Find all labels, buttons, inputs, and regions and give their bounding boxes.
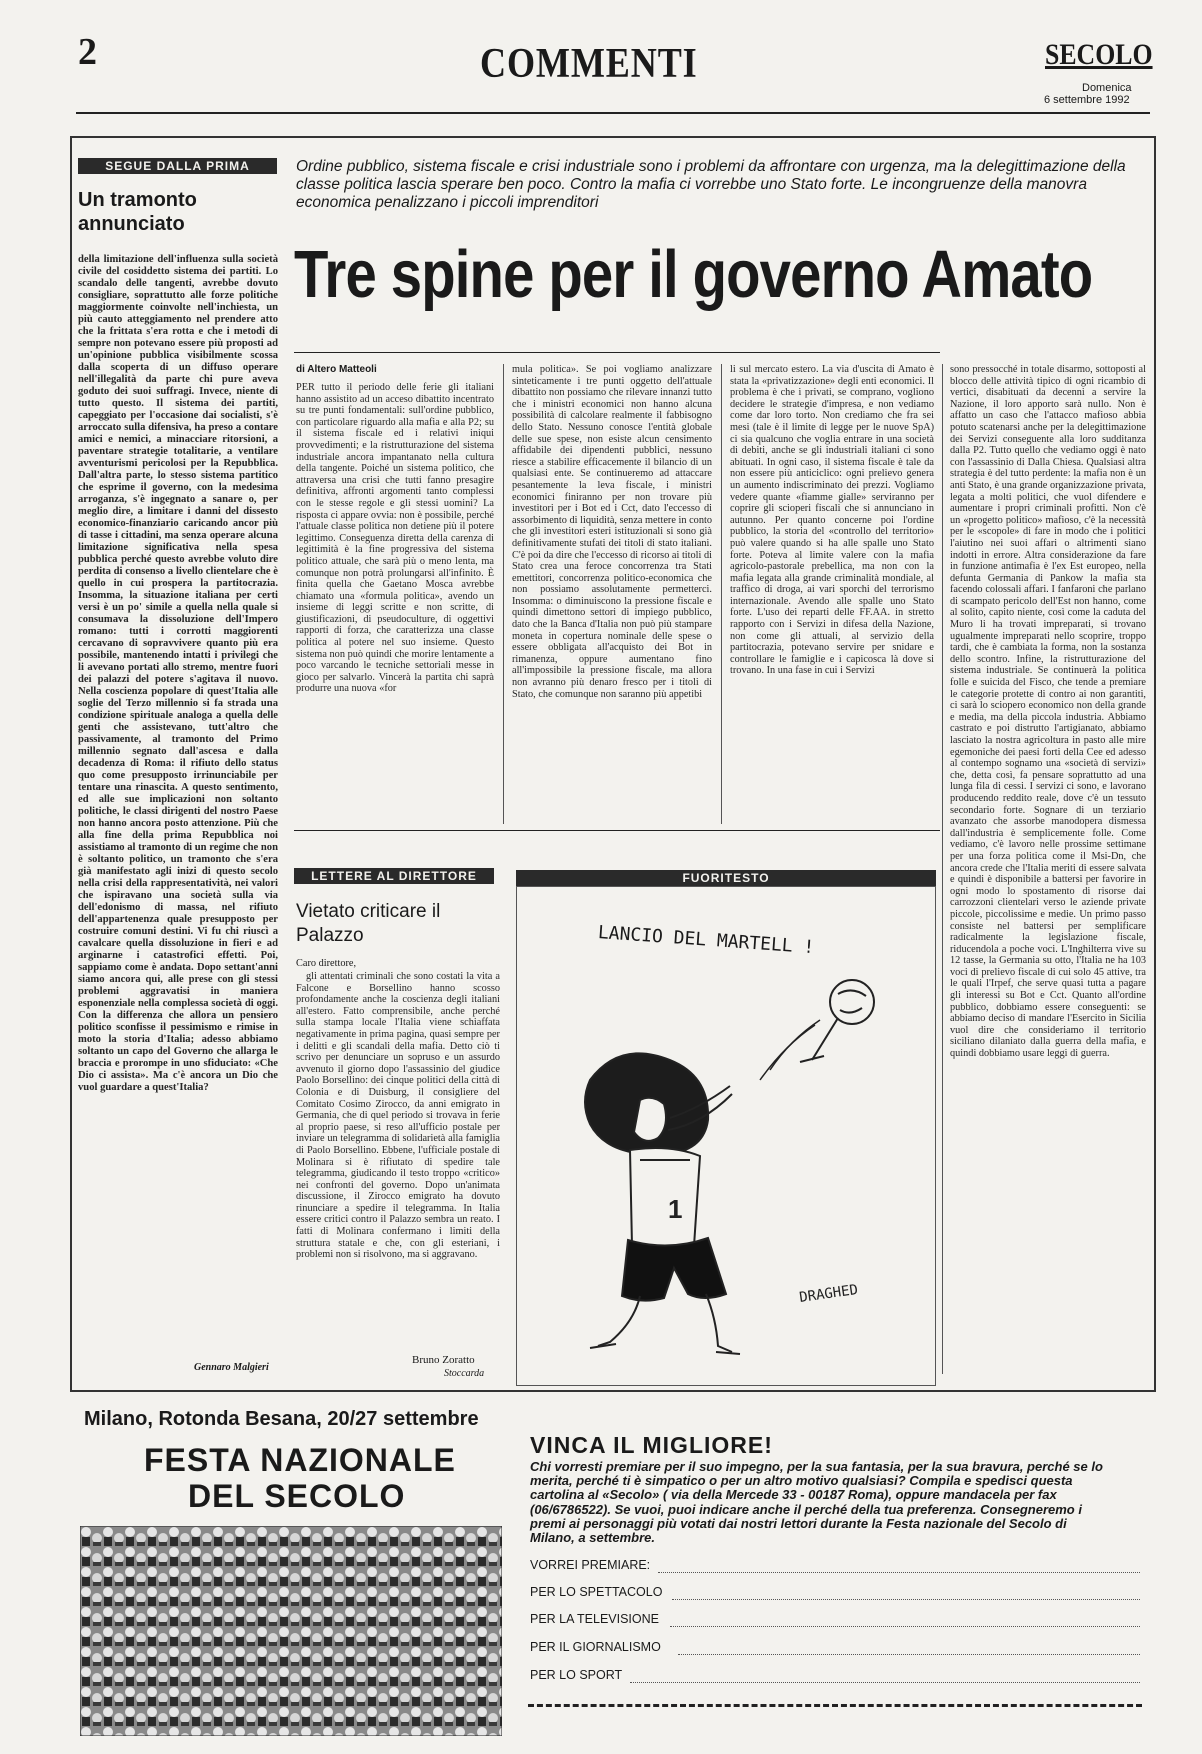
letters-label: LETTERE AL DIRETTORE [294, 868, 494, 884]
svg-text:1: 1 [668, 1194, 683, 1224]
article-subtitle: Ordine pubblico, sistema fiscale e crisi industriale sono i problemi da affrontare con urgenza, ma la delegittimazione della classe politica lascia sperare ben poco. Contro la mafia ci vorrebbe uno Stato forte. Le incongruenze della manovra economica penalizzano i piccoli imprenditori [296, 158, 1126, 211]
article-column-2: mula politica». Se poi vogliamo analizzare sinteticamente i tre punti oggetto dell'attuale dibattito non possiamo che rilevare innanzi tutto che i ministri economici non hanno alcuna possibilità di calcolare realmente il fabbisogno dello Stato. Nessuno conosce l'entità globale delle sue spese, non esiste alcun censimento affidabile dei dipendenti pubblici, nessuno riesce a stabilire efficacemente il bilancio di un qualsiasi ente. Se continueremo ad attaccare pesantemente la leva fiscale, i ministri economici finiranno per non trovare più investitori per i Bot ed i Cct, dato l'eccesso di assorbimento di liquidità, senza mettere in conto che gli investitori esteri istituzionali si sono già definitivamente stufati dei titoli di stato italiani. C'è poi da dire che l'eccesso di ricorso ai titoli di Stato crea una feroce concorrenza tra Stati emettitori, concorrenza politico-economica che non possiamo assolutamente permetterci. Insomma: o diminuiscono la pressione fiscale e quindi dimettono settori di impiego pubblico, dato che la Banca d'Italia non può più stampare moneta in copertura nominale delle spese o essere obbligata all'acquisto dei Bot in rimanenza, oppure aumentano fino all'impossibile la pressione fiscale, ma allora non avranno più denaro fresco per i titoli di Stato, che comunque non saranno più appetibi [512, 364, 712, 700]
left-column-label: SEGUE DALLA PRIMA [78, 158, 277, 174]
festa-title-line1: FESTA NAZIONALE [144, 1442, 456, 1478]
article-headline-rule [294, 352, 940, 353]
vinca-cut-line [528, 1704, 1142, 1707]
letters-headline: Vietato criticare il Palazzo [296, 901, 441, 946]
vinca-line-giornalismo[interactable] [678, 1654, 1140, 1655]
vinca-text: Chi vorresti premiare per il suo impegno, per la sua fantasia, per la sua bravura, perché se lo merita, perché ti è simpatico o per un altro motivo qualsiasi? Compila e spedisci questa cartolina al «Secolo» ( via della Mercede 33 - 00187 Roma), oppure mandacela per fax (06/6786522). Se vuoi, puoi indicare anche il perché della tua preferenza. Consegneremo i premi ai personaggi più votati dai nostri lettori durante la Festa nazionale del Secolo di Milano, a settembre. [530, 1459, 1103, 1546]
vinca-title: VINCA IL MIGLIORE! [530, 1432, 773, 1458]
paper-day: Domenica [1082, 82, 1132, 94]
vinca-field-giornalismo: PER IL GIORNALISMO [530, 1640, 661, 1654]
flying-hammer-icon [800, 980, 874, 1062]
column-rule-1 [503, 364, 504, 824]
article-column-4: sono pressocché in totale disarmo, sottoposti al blocco delle attività tipico di ogni ricambio di vertici, disabituati da decenni a servire la Nazione, il loro apporto sarà nullo. Non è affatto un caso che l'attacco mafioso abbia potuto scatenarsi anche per la delegittimazione dei Servizi conseguente alla loro sudditanza dalla P2. Tutto quello che vediamo oggi è nato con l'assassinio di Dalla Chiesa. Qualsiasi altra strategia è del tutto perdente: la mafia non è un anti Stato, è una grande organizzazione privata, legata a molti politici, che vuol difendere e aumentare i propri criminali profitti. Non c'è un «progetto politico» mafioso, c'è la necessità per le «scopole» di fare in modo che i politici l'aiutino nei suoi affari o altrimenti siano indotti in errore. Altra considerazione da fare in funzione antimafia è l'ex Est europeo, nella defunta Germania di Pankow la mafia sta facendo colossali affari. I fanfaroni che parlano di scampato pericolo dell'Est non hanno, come al solito, capito niente, così come la caduta del Muro li ha trovati impreparati, si trovano ugualmente impreparati nello scoprire, troppo tardi, che è cambiata la forma, non la sostanza dello scontro. Infine, la ristrutturazione del sistema industriale. Se continuerà la politica folle e suicida del Fisco, che tende a premiare le categorie protette di contro ai non garantiti, ci sarà lo sciopero economico non della grande e media, ma della piccola industria. Abbiamo castrato e poi distrutto l'artigianato, abbiamo lasciato la nostra agricoltura in pasto alle mire egemoniche dei paesi forti della Cee ed adesso al contempo sognamo una «società di servizi» che, detta così, fa pensare soprattutto ad una lunga fila di cessi. I servizi ci sono, e lavorano producendo reddito reale, dove c'è un tessuto secondario forte. Sognare di un terziario avanzato che assorbe manodopera dismessa dall'industria è semplicemente folle. Come vediamo, c'è lavoro nelle prossime settimane per una forza politica come il Msi-Dn, che ancora crede che l'Italia meriti di essere salvata e quindi è disponibile a battersi per favorire in ogni modo lo spostamento di risorse dai carrozzoni clientelari verso le aziende private piccole, piccolissime e medie. Un primo passo consiste nel battersi per semplificare radicalmente la legislazione fiscale, riducendola a poche voci. L'Inghilterra vive su 12 tasse, la Germania su otto, l'Italia ne ha 103 voci di prelievo fiscale di cui solo 45 attive, tra le quali l'Irpef, che serve quasi tutta a pagare gli interessi su Bot e Cct. Quanto all'ordine pubblico, dobbiamo essere conseguenti: se abbiamo deciso di mandare l'Esercito in Sicilia vuol dire che consideriamo il territorio siciliano dilaniato dalla guerra della mafia, e quindi dobbiamo usare leggi di guerra. [950, 364, 1146, 1060]
festa-title-line2: DEL SECOLO [188, 1478, 406, 1514]
cartoon-signature: DRAGHED [798, 1281, 859, 1306]
column-rule-3 [942, 364, 943, 1374]
paper-name: SECOLO [1045, 38, 1153, 71]
left-column-body: della limitazione dell'influenza sulla società civile del cosiddetto sistema dei partiti. Lo scandalo delle tangenti, avrebbe dovuto consigliare, soprattutto alle forze politiche maggiormente coinvolte nell'inchiesta, un più cauto atteggiamento nel prendere atto che la frittata s'era rotta e che i metodi di sempre non potevano essere più proposti ad un'opinione pubblica visibilmente scossa dalla scoperta di un diffuso operare nell'illegalità da parte chi pure aveva goduto dei suoi suffragi. Invece, niente di tutto questo. Il sistema dei partiti, capeggiato per l'occasione dai socialisti, s'è arroccato sulla difensiva, ha preso a contare amici e nemici, a minacciare ritorsioni, a paventare strategie totalitarie, a ventilare avventurismi pericolosi per la Repubblica. Dall'altra parte, lo stesso sistema partitico che esprime il governo, con la medesima arroganza, s'è ingegnato a sanare o, per meglio dire, a limitare i danni del dissesto economico-finanziario caricando ancor più di tasse i cittadini, ma senza operare alcuna limitazione significativa nella spesa pubblica perché questo avrebbe voluto dire perdita di consenso a livello clientelare che è quello in cui prospera la partitocrazia. Insomma, la situazione italiana per certi versi è un po' simile a quella nella quale si consumava la dissoluzione dell'Impero romano: tutti i corrotti maggiorenti cercavano di sopravvivere quanto più era possibile, mantenendo intatti i privilegi che li avevano portati allo stremo, mentre fuori dei palazzi del potere s'agitava il nuovo. Nella coscienza popolare di quest'Italia alle soglie del Terzo millennio si fa strada una condizione spirituale analoga a quella delle genti che assistevano, tutt'altro che passivamente, al tramonto del Primo millennio segnato dall'ascesa e dalla decadenza di Roma: il rifiuto dello status quo come presupposto irrinunciabile per tentare una rinascita. A questo sentimento, ed alle sue implicazioni non soltanto politiche, le classi dirigenti del nostro Paese non hanno ancora posto attenzione. Più che alla fine della prima Repubblica noi assistiamo al tramonto di un regime che non è soltanto politico, un tramonto che s'era già manifestato agli inizi di questo secolo nella crisi della rappresentatività, nei valori che ispiravano una società sulla via dell'edonismo di massa, nel rifiuto dell'appartenenza quale presupposto per costruire comuni destini. Vi fu chi riuscì a cavalcare quella dissoluzione in fieri e ad arginarne i catastrofici effetti. Poi, sappiamo come è andata. Dopo settant'anni siamo ancora qui, alle prese con gli stessi problemi aggravatisi in maniera esponenziale nella complessa società di oggi. Con la differenza che allora un pensiero politico sconfisse il pessimismo e rimise in moto la storia d'Italia; adesso abbiamo soltanto un capo del Governo che allarga le braccia e prorompe in uno sfiduciato: «Che Dio ci assista». Ma c'è ancora un Dio che vuol guardare a quest'Italia? [78, 254, 278, 1093]
article-column-1: PER tutto il periodo delle ferie gli italiani hanno assistito ad un acceso dibattito incentrato su tre punti fondamentali: sull'ordine pubblico, con particolare riguardo alla mafia e alla P2; su il sistema fiscale ed i relativi iniqui provvedimenti; e la ristrutturazione del sistema industriale ancora impantanato nella cultura della tangente. Poiché un sistema politico, che attraversa una crisi che tutti fanno presagire definitiva, affronti argomenti tanto complessi con le stesse regole e gli stessi uomini? La risposta ci appare ovvia: non è possibile, perché l'attuale classe politica non detiene più il potere legittimo. Conseguenza diretta della carenza di legittimità è la fine progressiva del sistema politico attuale, che sarà più o meno lenta, ma comunque non potrà prolungarsi all'infinito. È finita quella che Gaetano Mosca avrebbe chiamato una «formula politica», avendo un insieme di leggi scritte e non scritte, di giustificazioni, di pseudoculture, di oggettivi rapporti di forza, che caratterizza una classe politica al potere nel suo insieme. Questo sistema non può quindi che morire lentamente a poco varcando le tecniche settoriali messe in gioco per salvarlo. Vincerà la partita chi saprà produrre una nuova «for [296, 382, 494, 695]
left-column-headline: Un tramonto annunciato [78, 189, 197, 235]
vinca-line-sport[interactable] [630, 1682, 1140, 1683]
vinca-line-spettacolo[interactable] [672, 1599, 1140, 1600]
vinca-field-vorrei: VORREI PREMIARE: [530, 1558, 651, 1572]
vinca-line-televisione[interactable] [670, 1626, 1140, 1627]
masthead-rule [76, 112, 1150, 114]
article-column-3: li sul mercato estero. La via d'uscita di Amato è stata la «privatizzazione» degli enti economici. Il problema è che i privati, se comprano, vogliono decidere le strategie d'impresa, e non vediamo come dar loro torto. Non crediamo che fra sei mesi (tale è il limite di legge per le nuove SpA) ci sia qualcuno che voglia entrare in una società di debiti, anche se gli industriali italiani ci sono abituati. In ogni caso, il sistema fiscale è tale da non essere più anticiclico: ogni prelievo genera un aumento indiscriminato dei prezzi. Vogliamo vedere quante «fiamme gialle» serviranno per coprire gli scioperi fiscali che si annunciano in autunno. Per quanto concerne poi l'ordine pubblico, la storia del «controllo del territorio» può valere quando si ha alle spalle uno Stato forte. Poteva al limite valere con la mafia agricolo-pastorale prebellica, ma non con la mafia legata alla grande criminalità mondiale, al traffico di droga, ai vari sporchi del terrorismo internazionale. Avendo alle spalle uno Stato forte. L'uso dei reparti delle FF.AA. in stretto rapporto con i Servizi in difesa della Nazione, non come gli attuali, al servizio della partitocrazia, potevano servire per snidare e controllare le famiglie e i capicosca là dove si trovano. In una fase in cui i Servizi [730, 364, 934, 677]
letters-salutation: Caro direttore, [296, 958, 357, 969]
page-number: 2 [78, 31, 97, 73]
letters-body: gli attentati criminali che sono costati la vita a Falcone e Borsellino hanno scosso profondamente anche la coscienza degli italiani all'estero. Fatto comprensibile, anche perché sulla stampa locale l'Italia viene schiaffata negativamente in prima pagina, quasi sempre per i delitti e gli scandali della mafia. Detto ciò ti scrivo per denunciare un sopruso e un assurdo avvenuto il giorno dopo l'assassinio del giudice Paolo Borsellino: dei cinque politici della città di Colonia e di Duisburg, il consigliere del Comitato Cosimo Zirocco, da anni emigrato in Germania, che di quel periodo si trovava in ferie al proprio paese, si reso all'ufficio postale per inviare un telegramma di solidarietà alla famiglia di Paolo Borsellino. Ebbene, l'ufficiale postale di Molinara si è rifiutato di spedire tale telegramma, giudicando il testo troppo «critico» nei confronti del governo. Dopo un'animata discussione, il Zirocco emigrato ha dovuto rinunciare a spedire il telegramma. In Italia essere critici contro il Palazzo sembra un reato. I fatti di Molinara confermano i limiti della struttura statale e che, con gli esteriani, i problemi non si risolvono, ma si aggravano. [296, 971, 500, 1261]
section-title: COMMENTI [480, 41, 698, 87]
vinca-field-televisione: PER LA TELEVISIONE [530, 1612, 659, 1626]
article-headline: Tre spine per il governo Amato [294, 237, 1093, 312]
motion-lines [760, 1020, 820, 1080]
fuoritesto-label: FUORITESTO [516, 870, 936, 886]
article-bottom-rule [294, 830, 940, 831]
vinca-line-vorrei[interactable] [658, 1572, 1140, 1573]
athlete-figure [585, 1053, 740, 1354]
festa-place: Milano, Rotonda Besana, 20/27 settembre [84, 1408, 479, 1430]
vinca-field-sport: PER LO SPORT [530, 1668, 623, 1682]
column-rule-2 [721, 364, 722, 824]
vinca-field-spettacolo: PER LO SPETTACOLO [530, 1585, 663, 1599]
paper-date: 6 settembre 1992 [1044, 94, 1130, 106]
crowd-photo [80, 1526, 502, 1736]
cartoon-caption: LANCIO DEL MARTELL ! [597, 922, 815, 959]
cartoon-drawing [520, 950, 932, 1380]
letters-location: Stoccarda [444, 1368, 485, 1379]
left-column-byline: Gennaro Malgieri [194, 1362, 269, 1373]
article-byline: di Altero Matteoli [296, 364, 377, 375]
letters-signature: Bruno Zoratto [412, 1354, 475, 1366]
